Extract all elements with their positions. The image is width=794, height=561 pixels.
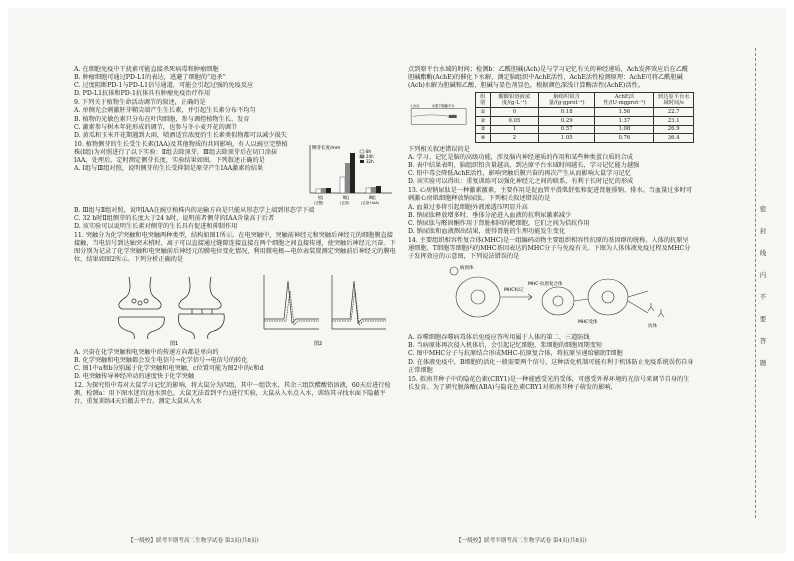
table-header: 醋酸铅溶液浓度/(g·L⁻¹) xyxy=(490,93,538,108)
q11-option-d: D. 电突触传导神经冲动的速度快于化学突触 xyxy=(74,372,195,380)
q14-option-b: B. 当病原体再次侵入机体后，会引起记忆细胞、浆细胞的细胞周期变短 xyxy=(408,342,603,350)
q8-option-d: D. PD-L1抗体和PD-1抗体具有肿瘤免疫治疗作用 xyxy=(74,90,211,98)
q12-stem: 12. 为探究铅中毒对大鼠学习记忆的影响，将大鼠分为四组，其中一组饮水，其余三组饮醋酸铅溶液，60天后进行检测，检测a：用下图水迷宫(池水黑色，大鼠无法看到平台)进行实验，大鼠从入水点入水，训练其寻找水面下隐蔽平台，重复训练4天后撤去平台，测定大鼠从入水 xyxy=(74,381,391,406)
bar-g2-8h xyxy=(340,177,345,193)
q10-option-b: B. Ⅲ组与Ⅱ组对照，说明IAA在豌豆植株内的运输方向是只能从形态学上端到形态学下端 xyxy=(74,206,315,214)
question-14 xyxy=(408,237,694,375)
table-header: AchE活性/(U·mgprot⁻¹) xyxy=(595,93,654,108)
mhc-antigen-complex-label: MHC-抗原复合体 xyxy=(528,282,563,288)
table-row: ① 0 0.18 1.56 22.7 xyxy=(475,108,693,117)
right-column xyxy=(408,66,694,392)
group-1: Ⅰ组 xyxy=(318,194,324,200)
table-row: ③ 1 0.57 1.08 26.9 xyxy=(475,125,693,134)
group-1-sub: (完整) xyxy=(314,200,324,205)
q8-option-b: B. 肿瘤细胞可通过PD-L1的表达，逃避了细胞的“追杀” xyxy=(74,74,226,82)
q14-option-c: C. 图中MHC分子与抗原结合形成MHC-抗原复合体，将抗原呈递给辅助T细胞 xyxy=(408,350,623,358)
question-13 xyxy=(408,187,694,236)
bar-g3-8h xyxy=(366,188,371,193)
q10-stem: 10. 植物侧芽的生长受生长素(IAA)及其他物质的共同影响，有人以豌豆完整植株(Ⅰ组)为对照进行了以下实验：Ⅱ组去除顶芽，Ⅲ组去除顶芽后在切口涂抹IAA，处理后，定时测定侧芽长度，实验结果如图。下列叙述正确的是 xyxy=(74,140,288,165)
bar-g3-32h xyxy=(376,186,381,193)
q9-option-b: B. 植物的光敏色素只分布在叶肉细胞，参与调控植物生长、发育 xyxy=(74,115,250,123)
group-3: Ⅲ组 xyxy=(369,194,376,200)
legend-24h: 24h xyxy=(366,153,374,159)
pathogen-label: 病原体 xyxy=(460,266,474,272)
q14-option-d: D. 在体液免疫中，B细胞的活化一般需要两个信号，这种活化机制可能有利于机体防止免疫系统误伤自身正常细胞 xyxy=(408,358,694,374)
group-2: Ⅱ组 xyxy=(343,194,349,200)
q10-bar-chart xyxy=(298,141,396,207)
q9-option-a: A. 单侧光会刺激胚芽鞘尖端产生生长素，并引起生长素分布不均匀 xyxy=(74,107,256,115)
q11-option-c: C. 图1中a和b分别属于化学突触和电突触，c位置可能为图2中的c和d xyxy=(74,364,264,372)
q13-option-d: D. 钠尿肽和血液测出结果，使得肾脏的生理功能发生变化 xyxy=(408,227,566,235)
q12-option-c: C. 铅中毒会降低AchE活性，影响突触后膜兴奋的再次产生从而影响大鼠学习记忆 xyxy=(408,170,631,178)
table-row: ② 0.05 0.29 1.37 23.1 xyxy=(475,117,693,126)
left-column xyxy=(74,66,396,406)
synapse-figure xyxy=(74,267,394,347)
fig1-label: 图1 xyxy=(170,340,179,347)
q14-option-a: A. 吞噬细胞吞噬病毒体后免疫应答所用属于人体的第二、三道防线 xyxy=(408,334,590,342)
question-10 xyxy=(74,141,396,207)
bar-g1-8h xyxy=(316,189,321,193)
q10-option-c: C. 32 h时Ⅱ组侧芽的长度大于24 h时，说明前者侧芽的IAA含量高于后者 xyxy=(74,214,275,222)
question-11 xyxy=(74,232,396,381)
q13-stem: 13. 心房钠尿肽是一种激素激素，主要作用是促血管平滑肌舒张和促进肾脏排钠、排水。当血量过多时可刺激心房肌细胞释放钠尿肽。下列相关叙述错误的是 xyxy=(408,187,693,203)
bar-g1-32h xyxy=(326,188,331,193)
q8-options xyxy=(74,66,396,98)
mhc-receptor-label: MHC受体 xyxy=(578,320,598,326)
table-row: ④ 2 1.05 0.76 36.4 xyxy=(475,134,693,143)
q12-prompt: 下列相关叙述错误的是 xyxy=(408,145,470,153)
group-3-sub: (去顶+IAA) xyxy=(361,200,380,205)
question-15 xyxy=(408,376,694,392)
footer-left: 【一级校】联考半期考高二生物学试卷 第3页(共8页) xyxy=(128,538,259,544)
mhc-diagram xyxy=(408,261,694,331)
q12-continued: 点到原平台水域的时间；检测b：乙酰胆碱(Ach)是与学习记忆有关的神经递质，Ach发挥效应后在乙酰胆碱酯酶(AchE)的催化下水解，测定脑组织中AchE活性，AchE活性检测原理：AchE可将乙酰胆碱(Ach)水解为胆碱和乙酸，胆碱与显色剂显色，根据颜色深浅计算酶活性(AchE)活性。 xyxy=(408,66,689,90)
bar-g2-24h xyxy=(345,163,350,193)
legend-8h: 8h xyxy=(366,148,372,154)
bar-g1-24h xyxy=(321,188,326,193)
q12-option-a: A. 学习、记忆是脑的高级功能，涉及脑内神经递质的作用和某些种类蛋白质的合成 xyxy=(408,153,633,161)
antibody-label: 抗体 xyxy=(648,324,657,330)
table-header: 到达原平台水域时间/s xyxy=(654,93,694,108)
mhc-marker-label: MHC标记 xyxy=(504,288,524,294)
bar-g3-24h xyxy=(371,187,376,193)
legend-swatch-24h xyxy=(360,155,364,158)
bar-g2-32h xyxy=(350,153,355,193)
q11-figures xyxy=(74,267,396,347)
q9-option-c: C. 激素参与树木年轮形成的调节，也参与冬小麦开花的调节 xyxy=(74,123,238,131)
legend-32h: 32h xyxy=(366,158,374,164)
seal-notice: 密 封 线 内 不 要 答 题 xyxy=(759,205,767,367)
water-maze-figure xyxy=(408,96,471,140)
table-header: 组别 xyxy=(475,93,490,108)
q9-stem: 9. 下列关于植物生命活动调节的叙述，正确的是 xyxy=(74,99,206,107)
q11-option-a: A. 兴奋在化学突触和电突触中的传递方向都是单向的 xyxy=(74,348,219,356)
q12-option-d: D. 该实验可以得出：重复训练可以强化神经元之间的联系，有利于长时记忆的形成 xyxy=(408,178,634,186)
fig2-label: 图2 xyxy=(314,340,323,347)
q12-data-table xyxy=(475,92,694,143)
hidden-platform-label: 水面下隐蔽平台 xyxy=(431,104,455,109)
seal-line xyxy=(755,48,756,518)
q14-stem: 14. 主要组织相容性复合体(MHC)是一组编码动物主要组织相容性抗原的基因群的统称。人体的抗原呈递细胞、T细胞等细胞内的MHC基因表达的MHC分子与免疫有关。下图为人体体液免疫过程及MHC分子发挥效应的示意图，下列说法错误的是 xyxy=(408,236,691,261)
q11-option-b: B. 化学突触和电突触都会发生电信号→化学信号→电信号的转化 xyxy=(74,356,248,364)
table-header: 脑组织铅含量/(g·gprot⁻¹) xyxy=(538,93,594,108)
q13-option-b: B. 钠尿肽释放增多时，垂体分泌进入血液的抗利尿激素减少 xyxy=(408,211,572,219)
question-12 xyxy=(74,382,396,406)
q13-option-c: C. 钠尿肽与醛固酮作用于肾脏相同的靶细胞，它们之间为拮抗作用 xyxy=(408,219,590,227)
chart-ylabel: 侧芽长度/mm xyxy=(312,145,341,151)
q12-option-b: B. 表中结果表明，脑组织铅含量越高，到达原平台水域时间越长，学习记忆能力越强 xyxy=(408,162,640,170)
q10-option-d: D. 该实验可以说明生长素对侧芽的生长具有促进和抑制作用 xyxy=(74,223,238,231)
q11-stem: 11. 突触分为化学突触和电突触两种类型，结构如图1所示。在电突触中，突触前神经元和突触后神经元的细胞膜直接接触，当电信号到达轴突末梢时，离子可以直接通过缝隙连接直接在两个细胞之间直接传递，使突触后神经元兴奋。下图分别为记录了化学突触和电突触前后神经元的膜电位变化情况，利用微电极—电位表装置测定突触前后神经元的膜电位，结果如图2所示。下列分析正确的是 xyxy=(74,232,396,264)
q9-option-d: D. 黄瓜和玉米开花期遇到大雨，喷洒适宜浓度的生长素类似物都可以减少损失 xyxy=(74,131,287,139)
footer-right: 【一级校】联考半期考高二生物学试卷 第4页(共8页) xyxy=(456,538,587,544)
question-9 xyxy=(74,99,396,139)
legend-swatch-32h xyxy=(360,160,364,163)
exam-spread xyxy=(8,8,786,553)
q8-option-c: C. 过度阻断PD-1与PD-L1信号通道，可能会引起过强的免疫反应 xyxy=(74,82,254,90)
group-2-sub: (去顶) xyxy=(340,200,350,205)
legend-swatch-8h xyxy=(360,150,364,153)
q13-option-a: A. 血量过多将引起细胞外液渗透压明显升高 xyxy=(408,203,528,211)
q12-table-row xyxy=(408,90,694,146)
q10-option-a: A. Ⅰ组与Ⅲ组对照，说明侧芽的生长受抑制是原芽产生IAA激素的结果 xyxy=(74,165,264,173)
entry-point-label: 入水点 xyxy=(409,104,420,109)
q8-option-a: A. 在细胞免疫中干扰素可能直接杀死病毒和肿瘤细胞 xyxy=(74,66,219,73)
q15-stem: 15. 拟南芥种子中的隐花色素(CRY1)是一种能感受光的受体，可感受外界环境的光信号来调节自身的生长发育。为了研究脱落酸(ABA)与隐花色素CRY1对拟南芥种子萌发的影响， xyxy=(408,375,690,391)
